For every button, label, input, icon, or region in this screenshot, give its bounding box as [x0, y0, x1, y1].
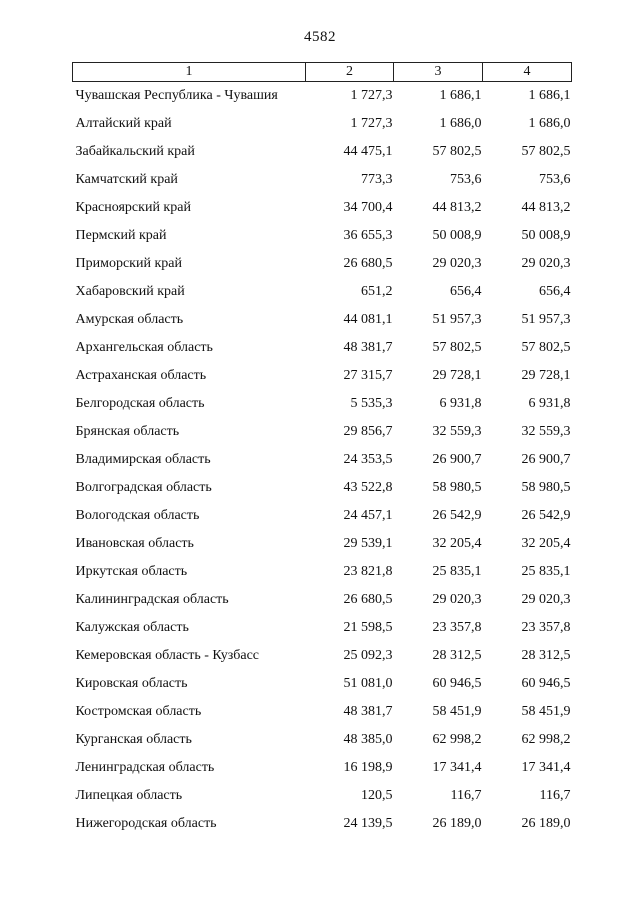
region-name-cell: Кировская область: [75, 676, 188, 691]
value-col2-cell: 24 139,5: [343, 816, 393, 831]
table-row: [73, 334, 572, 362]
table-row: [73, 222, 572, 250]
table-row: [73, 754, 572, 782]
region-name-cell: Вологодская область: [75, 508, 200, 523]
region-name-cell: Хабаровский край: [75, 284, 185, 299]
value-col2-cell: 36 655,3: [343, 228, 393, 243]
region-name-cell: Калужская область: [75, 620, 189, 635]
regions-table-container: [72, 62, 571, 838]
region-name-cell: Курганская область: [75, 732, 192, 747]
region-name-cell: Чувашская Республика - Чувашия: [75, 88, 278, 103]
value-col4-cell: 17 341,4: [521, 760, 571, 775]
value-col3-cell: 1 686,1: [439, 88, 482, 103]
value-col4-cell: 656,4: [539, 284, 571, 299]
value-col3-cell: 29 020,3: [432, 592, 482, 607]
value-col4-cell: 60 946,5: [521, 676, 571, 691]
table-row: [73, 642, 572, 670]
value-col3-cell: 32 559,3: [432, 424, 482, 439]
region-name-cell: Ленинградская область: [75, 760, 215, 775]
region-name-cell: Приморский край: [75, 256, 182, 271]
value-col4-cell: 1 686,0: [528, 116, 571, 131]
table-row: [73, 474, 572, 502]
column-header-3: 3: [394, 63, 483, 82]
value-col2-cell: 1 727,3: [350, 88, 393, 103]
value-col3-cell: 6 931,8: [439, 396, 482, 411]
table-row: [73, 558, 572, 586]
region-name-cell: Брянская область: [75, 424, 180, 439]
table-row: [73, 530, 572, 558]
value-col2-cell: 48 381,7: [343, 704, 393, 719]
value-col3-cell: 116,7: [450, 788, 482, 803]
value-col3-cell: 57 802,5: [432, 340, 482, 355]
value-col3-cell: 753,6: [450, 172, 482, 187]
table-header: [73, 63, 572, 82]
value-col2-cell: 34 700,4: [343, 200, 393, 215]
table-row: [73, 250, 572, 278]
value-col4-cell: 57 802,5: [521, 144, 571, 159]
value-col4-cell: 25 835,1: [521, 564, 571, 579]
table-row: [73, 502, 572, 530]
column-header-1: 1: [73, 63, 306, 82]
value-col4-cell: 32 559,3: [521, 424, 571, 439]
region-name-cell: Камчатский край: [75, 172, 178, 187]
table-row: [73, 446, 572, 474]
column-header-4: 4: [483, 63, 572, 82]
value-col2-cell: 51 081,0: [343, 676, 393, 691]
table-body: [73, 82, 572, 839]
region-name-cell: Костромская область: [75, 704, 202, 719]
value-col2-cell: 48 381,7: [343, 340, 393, 355]
value-col4-cell: 29 020,3: [521, 592, 571, 607]
value-col4-cell: 23 357,8: [521, 620, 571, 635]
value-col4-cell: 26 900,7: [521, 452, 571, 467]
region-name-cell: Забайкальский край: [75, 144, 195, 159]
table-row: [73, 194, 572, 222]
table-row: [73, 166, 572, 194]
value-col4-cell: 116,7: [539, 788, 571, 803]
value-col4-cell: 753,6: [539, 172, 571, 187]
region-name-cell: Ивановская область: [75, 536, 194, 551]
value-col4-cell: 32 205,4: [521, 536, 571, 551]
region-name-cell: Пермский край: [75, 228, 167, 243]
value-col2-cell: 120,5: [361, 788, 393, 803]
value-col2-cell: 48 385,0: [343, 732, 393, 747]
value-col3-cell: 44 813,2: [432, 200, 482, 215]
value-col4-cell: 58 980,5: [521, 480, 571, 495]
value-col4-cell: 29 728,1: [521, 368, 571, 383]
value-col2-cell: 26 680,5: [343, 592, 393, 607]
value-col3-cell: 51 957,3: [432, 312, 482, 327]
value-col3-cell: 26 189,0: [432, 816, 482, 831]
region-name-cell: Липецкая область: [75, 788, 183, 803]
value-col3-cell: 60 946,5: [432, 676, 482, 691]
value-col2-cell: 651,2: [361, 284, 393, 299]
table-row: [73, 390, 572, 418]
value-col3-cell: 32 205,4: [432, 536, 482, 551]
region-name-cell: Калининградская область: [75, 592, 229, 607]
value-col2-cell: 27 315,7: [343, 368, 393, 383]
value-col3-cell: 62 998,2: [432, 732, 482, 747]
region-name-cell: Белгородская область: [75, 396, 205, 411]
table-row: [73, 810, 572, 838]
region-name-cell: Нижегородская область: [75, 816, 217, 831]
value-col2-cell: 29 539,1: [343, 536, 393, 551]
value-col4-cell: 50 008,9: [521, 228, 571, 243]
region-name-cell: Архангельская область: [75, 340, 213, 355]
region-name-cell: Иркутская область: [75, 564, 188, 579]
table-row: [73, 586, 572, 614]
region-name-cell: Волгоградская область: [75, 480, 212, 495]
value-col2-cell: 25 092,3: [343, 648, 393, 663]
table-row: [73, 306, 572, 334]
regions-table: [72, 62, 572, 838]
value-col2-cell: 773,3: [361, 172, 393, 187]
table-row: [73, 726, 572, 754]
region-name-cell: Владимирская область: [75, 452, 211, 467]
table-row: [73, 138, 572, 166]
value-col4-cell: 26 189,0: [521, 816, 571, 831]
table-row: [73, 418, 572, 446]
region-name-cell: Алтайский край: [75, 116, 172, 131]
value-col4-cell: 1 686,1: [528, 88, 571, 103]
value-col3-cell: 29 020,3: [432, 256, 482, 271]
value-col3-cell: 17 341,4: [432, 760, 482, 775]
region-name-cell: Амурская область: [75, 312, 184, 327]
header-row: [73, 63, 572, 82]
table-row: [73, 278, 572, 306]
value-col3-cell: 58 980,5: [432, 480, 482, 495]
page-number: 4582: [304, 29, 336, 45]
table-row: [73, 698, 572, 726]
value-col2-cell: 24 353,5: [343, 452, 393, 467]
value-col2-cell: 23 821,8: [343, 564, 393, 579]
value-col2-cell: 44 475,1: [343, 144, 393, 159]
value-col3-cell: 26 542,9: [432, 508, 482, 523]
value-col2-cell: 5 535,3: [350, 396, 393, 411]
value-col2-cell: 16 198,9: [343, 760, 393, 775]
value-col3-cell: 57 802,5: [432, 144, 482, 159]
value-col4-cell: 6 931,8: [528, 396, 571, 411]
value-col4-cell: 62 998,2: [521, 732, 571, 747]
table-row: [73, 670, 572, 698]
value-col2-cell: 21 598,5: [343, 620, 393, 635]
value-col2-cell: 43 522,8: [343, 480, 393, 495]
value-col2-cell: 29 856,7: [343, 424, 393, 439]
value-col3-cell: 1 686,0: [439, 116, 482, 131]
table-row: [73, 614, 572, 642]
value-col4-cell: 29 020,3: [521, 256, 571, 271]
value-col3-cell: 50 008,9: [432, 228, 482, 243]
value-col3-cell: 58 451,9: [432, 704, 482, 719]
value-col3-cell: 28 312,5: [432, 648, 482, 663]
region-name-cell: Кемеровская область - Кузбасс: [75, 648, 260, 663]
table-row: [73, 110, 572, 138]
value-col2-cell: 44 081,1: [343, 312, 393, 327]
value-col3-cell: 26 900,7: [432, 452, 482, 467]
value-col4-cell: 28 312,5: [521, 648, 571, 663]
region-name-cell: Астраханская область: [75, 368, 207, 383]
value-col3-cell: 656,4: [450, 284, 482, 299]
value-col4-cell: 26 542,9: [521, 508, 571, 523]
value-col3-cell: 29 728,1: [432, 368, 482, 383]
value-col2-cell: 24 457,1: [343, 508, 393, 523]
region-name-cell: Красноярский край: [75, 200, 191, 215]
table-row: [73, 782, 572, 810]
value-col3-cell: 25 835,1: [432, 564, 482, 579]
value-col4-cell: 57 802,5: [521, 340, 571, 355]
value-col4-cell: 51 957,3: [521, 312, 571, 327]
table-row: [73, 82, 572, 111]
value-col4-cell: 44 813,2: [521, 200, 571, 215]
value-col3-cell: 23 357,8: [432, 620, 482, 635]
table-row: [73, 362, 572, 390]
value-col2-cell: 1 727,3: [350, 116, 393, 131]
value-col2-cell: 26 680,5: [343, 256, 393, 271]
column-header-2: 2: [306, 63, 394, 82]
value-col4-cell: 58 451,9: [521, 704, 571, 719]
